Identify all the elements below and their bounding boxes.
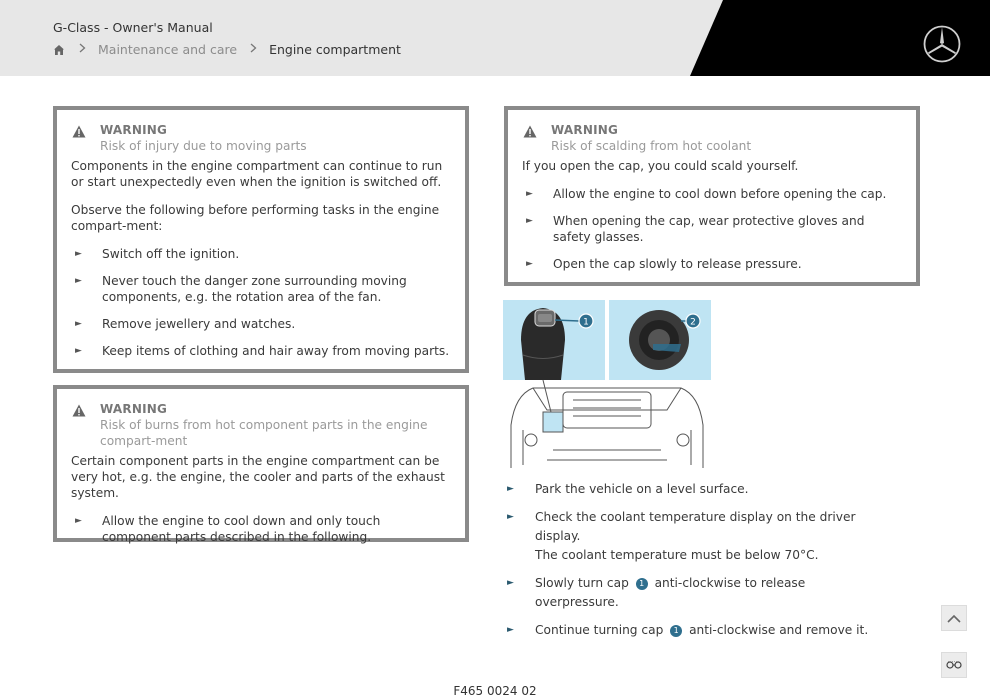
bullet-arrow-icon: ► [75, 276, 82, 286]
list-item: ► Continue turning cap 1 anti-clockwise and remove it. [505, 621, 885, 640]
engine-compartment-figure [503, 300, 711, 472]
warning-triangle-icon [72, 404, 86, 418]
procedure-steps [505, 480, 885, 649]
callout-badge: 1 [636, 578, 648, 590]
bullet-arrow-icon: ► [507, 512, 514, 522]
warning-text: If you open the cap, you could scald yourself. [522, 159, 799, 173]
warning-hot-components [53, 385, 469, 542]
bullet-arrow-icon: ► [75, 249, 82, 259]
callout-1: 1 [583, 317, 589, 328]
list-item: ► Check the coolant temperature display on the driver display. The coolant temperature must be below 70°C. [507, 510, 856, 562]
warning-header [71, 122, 451, 154]
warning-text: Observe the following before performing tasks in the engine compart-ment: [71, 203, 440, 233]
warning-bullet-list [71, 246, 451, 359]
warning-title: WARNING [100, 402, 168, 416]
bullet-arrow-icon: ► [526, 216, 533, 226]
home-icon[interactable] [52, 43, 66, 57]
list-item: ► Park the vehicle on a level surface. [505, 480, 885, 499]
mercedes-star-logo [922, 24, 962, 64]
list-item: ► Never touch the danger zone surrounding moving components, e.g. the rotation area of the fan. [75, 274, 407, 304]
warning-header [522, 122, 902, 154]
bullet-arrow-icon: ► [507, 625, 514, 635]
list-item: ► Remove jewellery and watches. [75, 317, 296, 331]
list-item: ► Keep items of clothing and hair away from moving parts. [75, 344, 450, 358]
list-item: ► When opening the cap, wear protective gloves and safety glasses. [526, 214, 865, 244]
warning-subtitle: Risk of scalding from hot coolant [551, 139, 752, 153]
warning-subtitle: Risk of burns from hot component parts in the engine compart-ment [100, 418, 428, 448]
chevron-up-icon [947, 614, 961, 623]
scroll-up-button[interactable] [941, 605, 967, 631]
list-item: ► Allow the engine to cool down before opening the cap. [526, 187, 887, 201]
callout-2: 2 [690, 317, 696, 328]
list-item: ► Slowly turn cap 1 anti-clockwise to release overpressure. [507, 576, 806, 609]
callout-badge: 1 [670, 625, 682, 637]
breadcrumb [52, 42, 401, 57]
bullet-arrow-icon: ► [75, 516, 82, 526]
list-item: ► Open the cap slowly to release pressure. [526, 257, 802, 271]
warning-title: WARNING [551, 123, 619, 137]
warning-header [71, 401, 451, 449]
page-header [0, 0, 990, 76]
bullet-arrow-icon: ► [507, 484, 514, 494]
bullet-arrow-icon: ► [75, 319, 82, 329]
warning-bullet-list [71, 513, 451, 545]
warning-subtitle: Risk of injury due to moving parts [100, 139, 307, 153]
bullet-arrow-icon: ► [75, 346, 82, 356]
breadcrumb-maintenance-link[interactable]: Maintenance and care [98, 42, 238, 57]
warning-hot-coolant [504, 106, 920, 286]
breadcrumb-current: Engine compartment [269, 42, 401, 57]
bullet-arrow-icon: ► [507, 578, 514, 588]
chevron-right-icon [72, 42, 92, 57]
chevron-right-icon [243, 42, 263, 57]
warning-bullet-list [522, 186, 902, 272]
links-button[interactable] [941, 652, 967, 678]
warning-triangle-icon [72, 125, 86, 139]
list-item: ► Allow the engine to cool down and only touch component parts described in the following. [75, 514, 381, 544]
bullet-arrow-icon: ► [526, 259, 533, 269]
bullet-arrow-icon: ► [526, 189, 533, 199]
warning-title: WARNING [100, 123, 168, 137]
list-item: ► Switch off the ignition. [75, 247, 240, 261]
warning-text: Certain component parts in the engine compartment can be very hot, e.g. the engine, the cooler and parts of the exhaust system. [71, 454, 445, 500]
warning-moving-parts [53, 106, 469, 373]
link-icon [946, 660, 962, 670]
app-title: G-Class - Owner's Manual [53, 20, 213, 35]
warning-text: Components in the engine compartment can continue to run or start unexpectedly even when the ignition is switched off. [71, 159, 443, 189]
figure-caption: F465 0024 02 [453, 684, 537, 698]
warning-triangle-icon [523, 125, 537, 139]
